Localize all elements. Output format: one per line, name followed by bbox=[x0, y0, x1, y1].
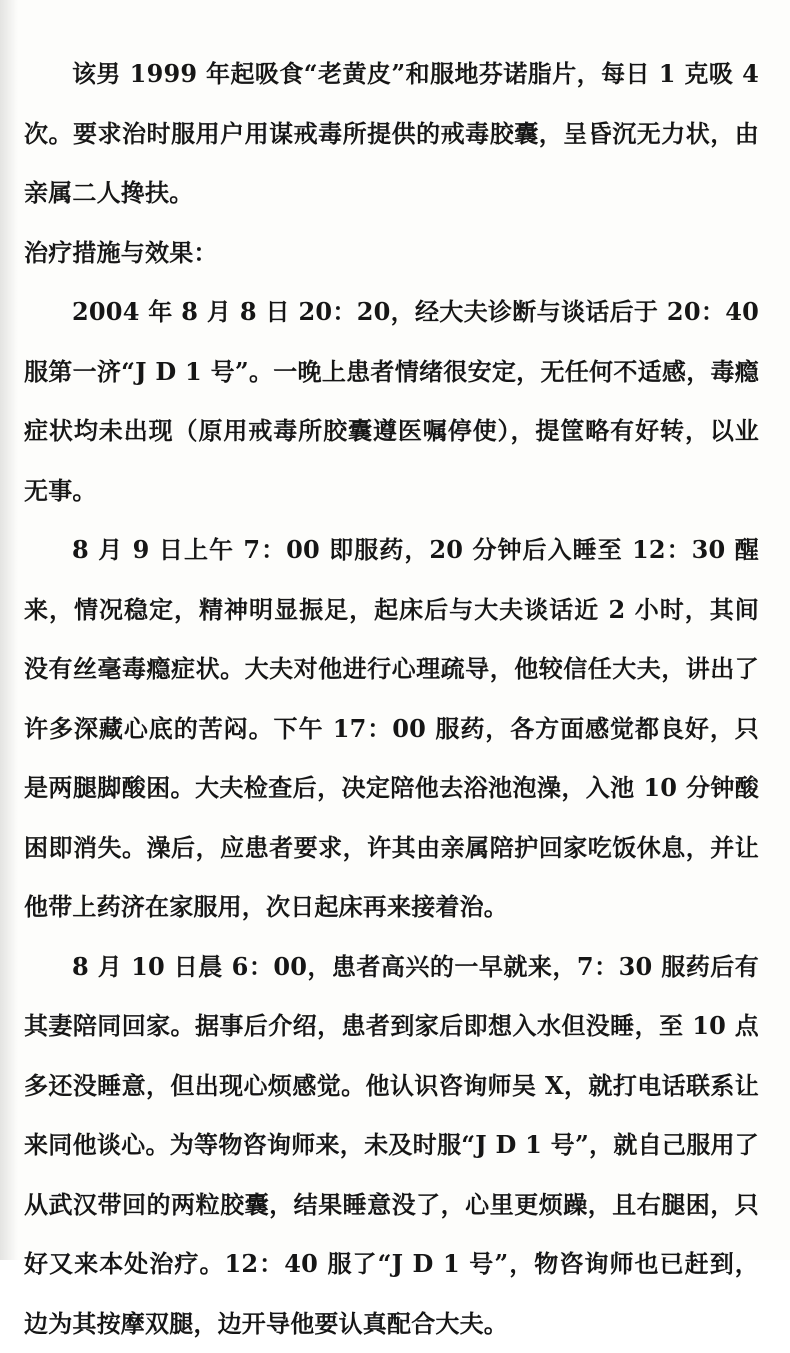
section-heading-treatment: 治疗措施与效果： bbox=[24, 223, 759, 283]
document-body bbox=[24, 44, 759, 1353]
scan-edge-shadow bbox=[0, 0, 18, 1260]
paragraph-aug-9: 8 月 9 日上午 7：00 即服药，20 分钟后入睡至 12：30 醒来，情况稳定，精神明显振足，起床后与大夫谈话近 2 小时，其间没有丝毫毒瘾症状。大夫对他进行心理疏导，他较信任大夫，讲出了许多深藏心底的苦闷。下午 17：00 服药，各方面感觉都良好，只是两腿脚酸困。大夫检查后，决定陪他去浴池泡澡，入池 10 分钟酸困即消失。澡后，应患者要求，许其由亲属陪护回家吃饭休息，并让他带上药济在家服用，次日起床再来接着治。 bbox=[24, 520, 759, 937]
paragraph-aug-8: 2004 年 8 月 8 日 20：20，经大夫诊断与谈话后于 20：40 服第一济“J D 1 号”。一晚上患者情绪很安定，无任何不适感，毒瘾症状均未出现（原用戒毒所胶囊遵医嘱停使），提筐略有好转，以业无事。 bbox=[24, 282, 759, 520]
paragraph-patient-history: 该男 1999 年起吸食“老黄皮”和服地芬诺脂片，每日 1 克吸 4 次。要求治时服用户用谋戒毒所提供的戒毒胶囊，呈昏沉无力状，由亲属二人搀扶。 bbox=[24, 44, 759, 223]
paragraph-aug-10: 8 月 10 日晨 6：00，患者高兴的一早就来，7：30 服药后有其妻陪同回家。据事后介绍，患者到家后即想入水但没睡，至 10 点多还没睡意，但出现心烦感觉。他认识咨询师吴 X，就打电话联系让来同他谈心。为等物咨询师来，未及时服“J D 1 号”，就自己服用了从武汉带回的两粒胶囊，结果睡意没了，心里更烦躁，且右腿困，只好又来本处治疗。12：40 服了“J D 1 号”，物咨询师也已赶到，边为其按摩双腿，边开导他要认真配合大夫。 bbox=[24, 937, 759, 1353]
